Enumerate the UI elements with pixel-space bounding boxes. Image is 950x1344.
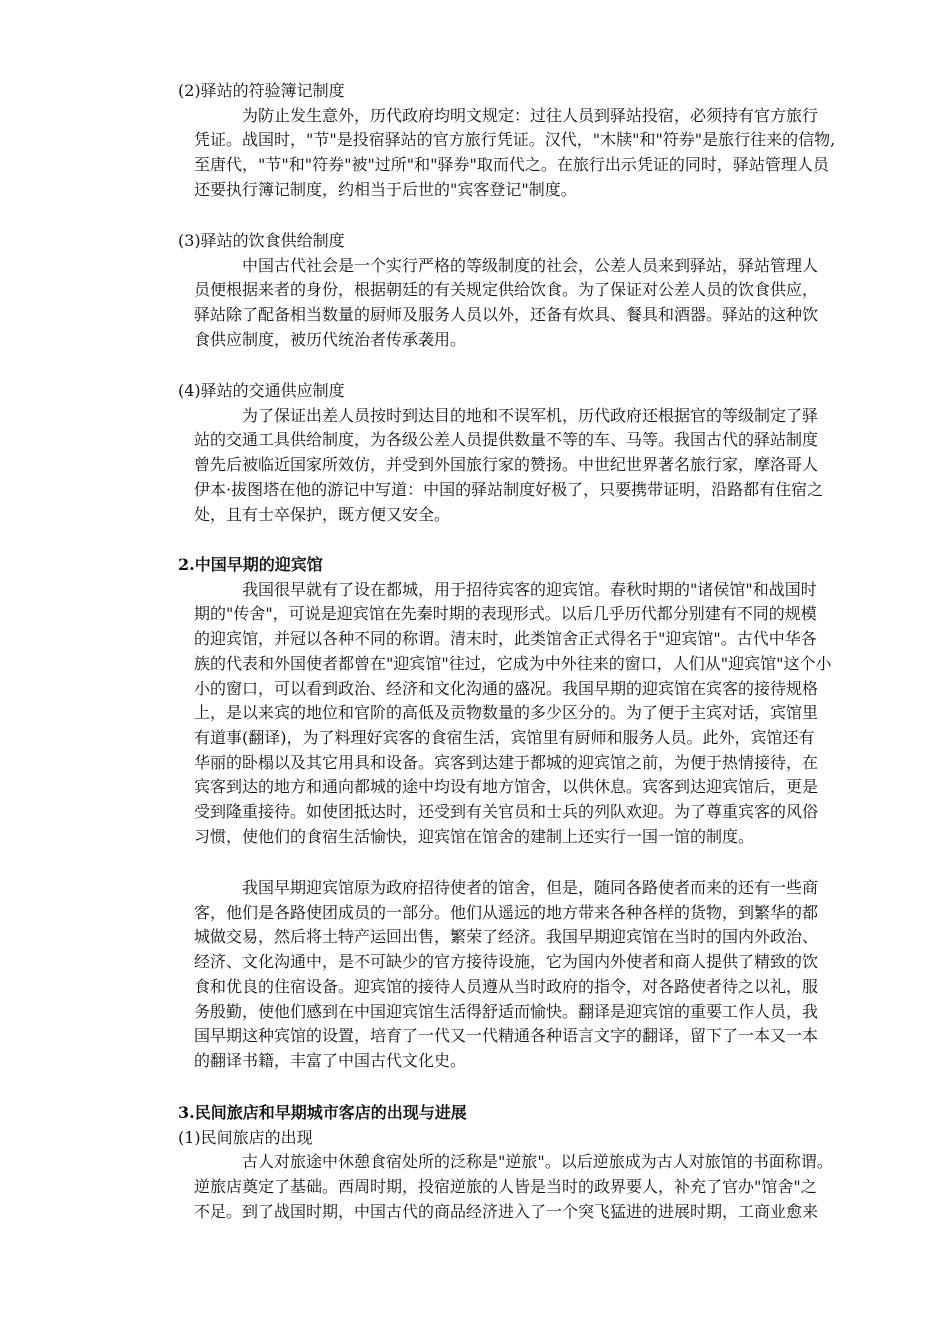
text-line: 至唐代，"节"和"符券"被"过所"和"驿券"取而代之。在旅行出示凭证的同时，驿站管理人员 (194, 155, 829, 175)
text-line: 古人对旅途中休憩食宿处所的泛称是"逆旅"。以后逆旅成为古人对旅馆的书面称谓。 (242, 1152, 833, 1172)
text-line: 的翻译书籍，丰富了中国古代文化史。 (194, 1050, 467, 1070)
text-line: 为防止发生意外，历代政府均明文规定：过往人员到驿站投宿，必须持有官方旅行 (242, 105, 819, 125)
text-line: 国早期这种宾馆的设置，培育了一代又一代精通各种语言文字的翻译，留下了一本又一本 (194, 1026, 819, 1046)
text-line: 期的"传舍"，可说是迎宾馆在先秦时期的表现形式。以后几乎历代都分别建有不同的规模 (194, 604, 817, 624)
paragraph (146, 876, 819, 1074)
text-line: 为了保证出差人员按时到达目的地和不误军机，历代政府还根据官的等级制定了驿 (242, 405, 819, 425)
section-food-supply (146, 229, 819, 353)
text-line: 城做交易，然后将土特产运回出售，繁荣了经济。我国早期迎宾馆在当时的国内外政治、 (194, 927, 819, 947)
section-heading: 2.中国早期的迎宾馆 (178, 555, 323, 574)
text-line: 受到隆重接待。如使团抵达时，还受到有关官员和士兵的列队欢迎。为了尊重宾客的风俗 (194, 802, 819, 822)
section-early-guesthouse-continued (146, 876, 819, 1074)
text-line: 华丽的卧榻以及其它用具和设备。宾客到达建于都城的迎宾馆之前，为便于热情接待，在 (194, 752, 819, 772)
text-line: 的迎宾馆，并冠以各种不同的称谓。清末时，此类馆舍正式得名于"迎宾馆"。古代中华各 (194, 629, 817, 649)
paragraph (146, 578, 832, 850)
section-fuyan-bookkeeping (146, 79, 836, 203)
text-line: 食和优良的住宿设备。迎宾馆的接待人员遵从当时政府的指令，对各路使者待之以礼，服 (194, 976, 819, 996)
text-line: 上，是以来宾的地位和官阶的高低及贡物数量的多少区分的。为了便于主宾对话，宾馆里 (194, 703, 819, 723)
text-line: 经济、文化沟通中，是不可缺少的官方接待设施，它为国内外使者和商人提供了精致的饮 (194, 952, 819, 972)
text-line: 习惯，使他们的食宿生活愉快，迎宾馆在馆舍的建制上还实行一国一馆的制度。 (194, 826, 755, 846)
paragraph (146, 404, 824, 528)
text-line: 小的窗口，可以看到政治、经济和文化沟通的盛况。我国早期的迎宾馆在宾客的接待规格 (194, 678, 819, 698)
section-heading: 3.民间旅店和早期城市客店的出现与进展 (178, 1103, 467, 1122)
text-line: 还要执行簿记制度，约相当于后世的"宾客登记"制度。 (194, 179, 577, 199)
paragraph (146, 254, 819, 353)
text-line: 曾先后被临近国家所效仿，并受到外国旅行家的赞扬。中世纪世界著名旅行家，摩洛哥人 (194, 455, 819, 475)
section-subheading: (1)民间旅店的出现 (178, 1127, 313, 1147)
text-line: 不足。到了战国时期，中国古代的商品经济进入了一个突飞猛进的进展时期，工商业愈来 (194, 1201, 819, 1221)
text-line: 务殷勤，使他们感到在中国迎宾馆生活得舒适而愉快。翻译是迎宾馆的重要工作人员，我 (194, 1001, 819, 1021)
paragraph (146, 1150, 833, 1224)
text-line: 站的交通工具供给制度，为各级公差人员提供数量不等的车、马等。我国古代的驿站制度 (194, 430, 819, 450)
text-line: 伊本·拔图塔在他的游记中写道：中国的驿站制度好极了，只要携带证明，沿路都有住宿之 (194, 479, 824, 499)
text-line: 中国古代社会是一个实行严格的等级制度的社会，公差人员来到驿站，驿站管理人 (242, 255, 819, 275)
section-heading: (3)驿站的饮食供给制度 (178, 231, 345, 250)
section-heading: (4)驿站的交通供应制度 (178, 381, 345, 400)
text-line: 族的代表和外国使者都曾在"迎宾馆"往过，它成为中外往来的窗口，人们从"迎宾馆"这个小 (194, 653, 832, 673)
text-line: 凭证。战国时，"节"是投宿驿站的官方旅行凭证。汉代，"木牍"和"符券"是旅行往来的信物, (194, 130, 836, 150)
text-line: 客，他们是各路使团成员的一部分。他们从遥远的地方带来各种各样的货物，到繁华的都 (194, 902, 819, 922)
text-line: 有道事(翻译)，为了料理好宾客的食宿生活，宾馆里有厨师和服务人员。此外，宾馆还有 (194, 727, 815, 747)
section-early-guesthouse (146, 553, 832, 849)
text-line: 逆旅店奠定了基础。西周时期，投宿逆旅的人皆是当时的政界要人，补充了官办"馆舍"之 (194, 1177, 817, 1197)
text-line: 我国很早就有了设在都城，用于招待宾客的迎宾馆。春秋时期的"诸侯馆"和战国时 (242, 579, 817, 599)
text-line: 食供应制度，被历代统治者传承袭用。 (194, 329, 467, 349)
text-line: 处，且有士卒保护，既方便又安全。 (194, 504, 451, 524)
text-line: 员便根据来者的身份，根据朝廷的有关规定供给饮食。为了保证对公差人员的饮食供应， (194, 280, 819, 300)
text-line: 我国早期迎宾馆原为政府招待使者的馆舍，但是，随同各路使者而来的还有一些商 (242, 878, 819, 897)
text-line: 驿站除了配备相当数量的厨师及服务人员以外，还备有炊具、餐具和酒器。驿站的这种饮 (194, 305, 819, 325)
section-folk-inns (146, 1101, 833, 1225)
section-heading: (2)驿站的符验簿记制度 (178, 81, 345, 100)
text-line: 宾客到达的地方和通向都城的途中均设有地方馆舍，以供休息。宾客到达迎宾馆后，更是 (194, 777, 819, 797)
section-transport-supply (146, 379, 824, 527)
paragraph (146, 104, 836, 203)
